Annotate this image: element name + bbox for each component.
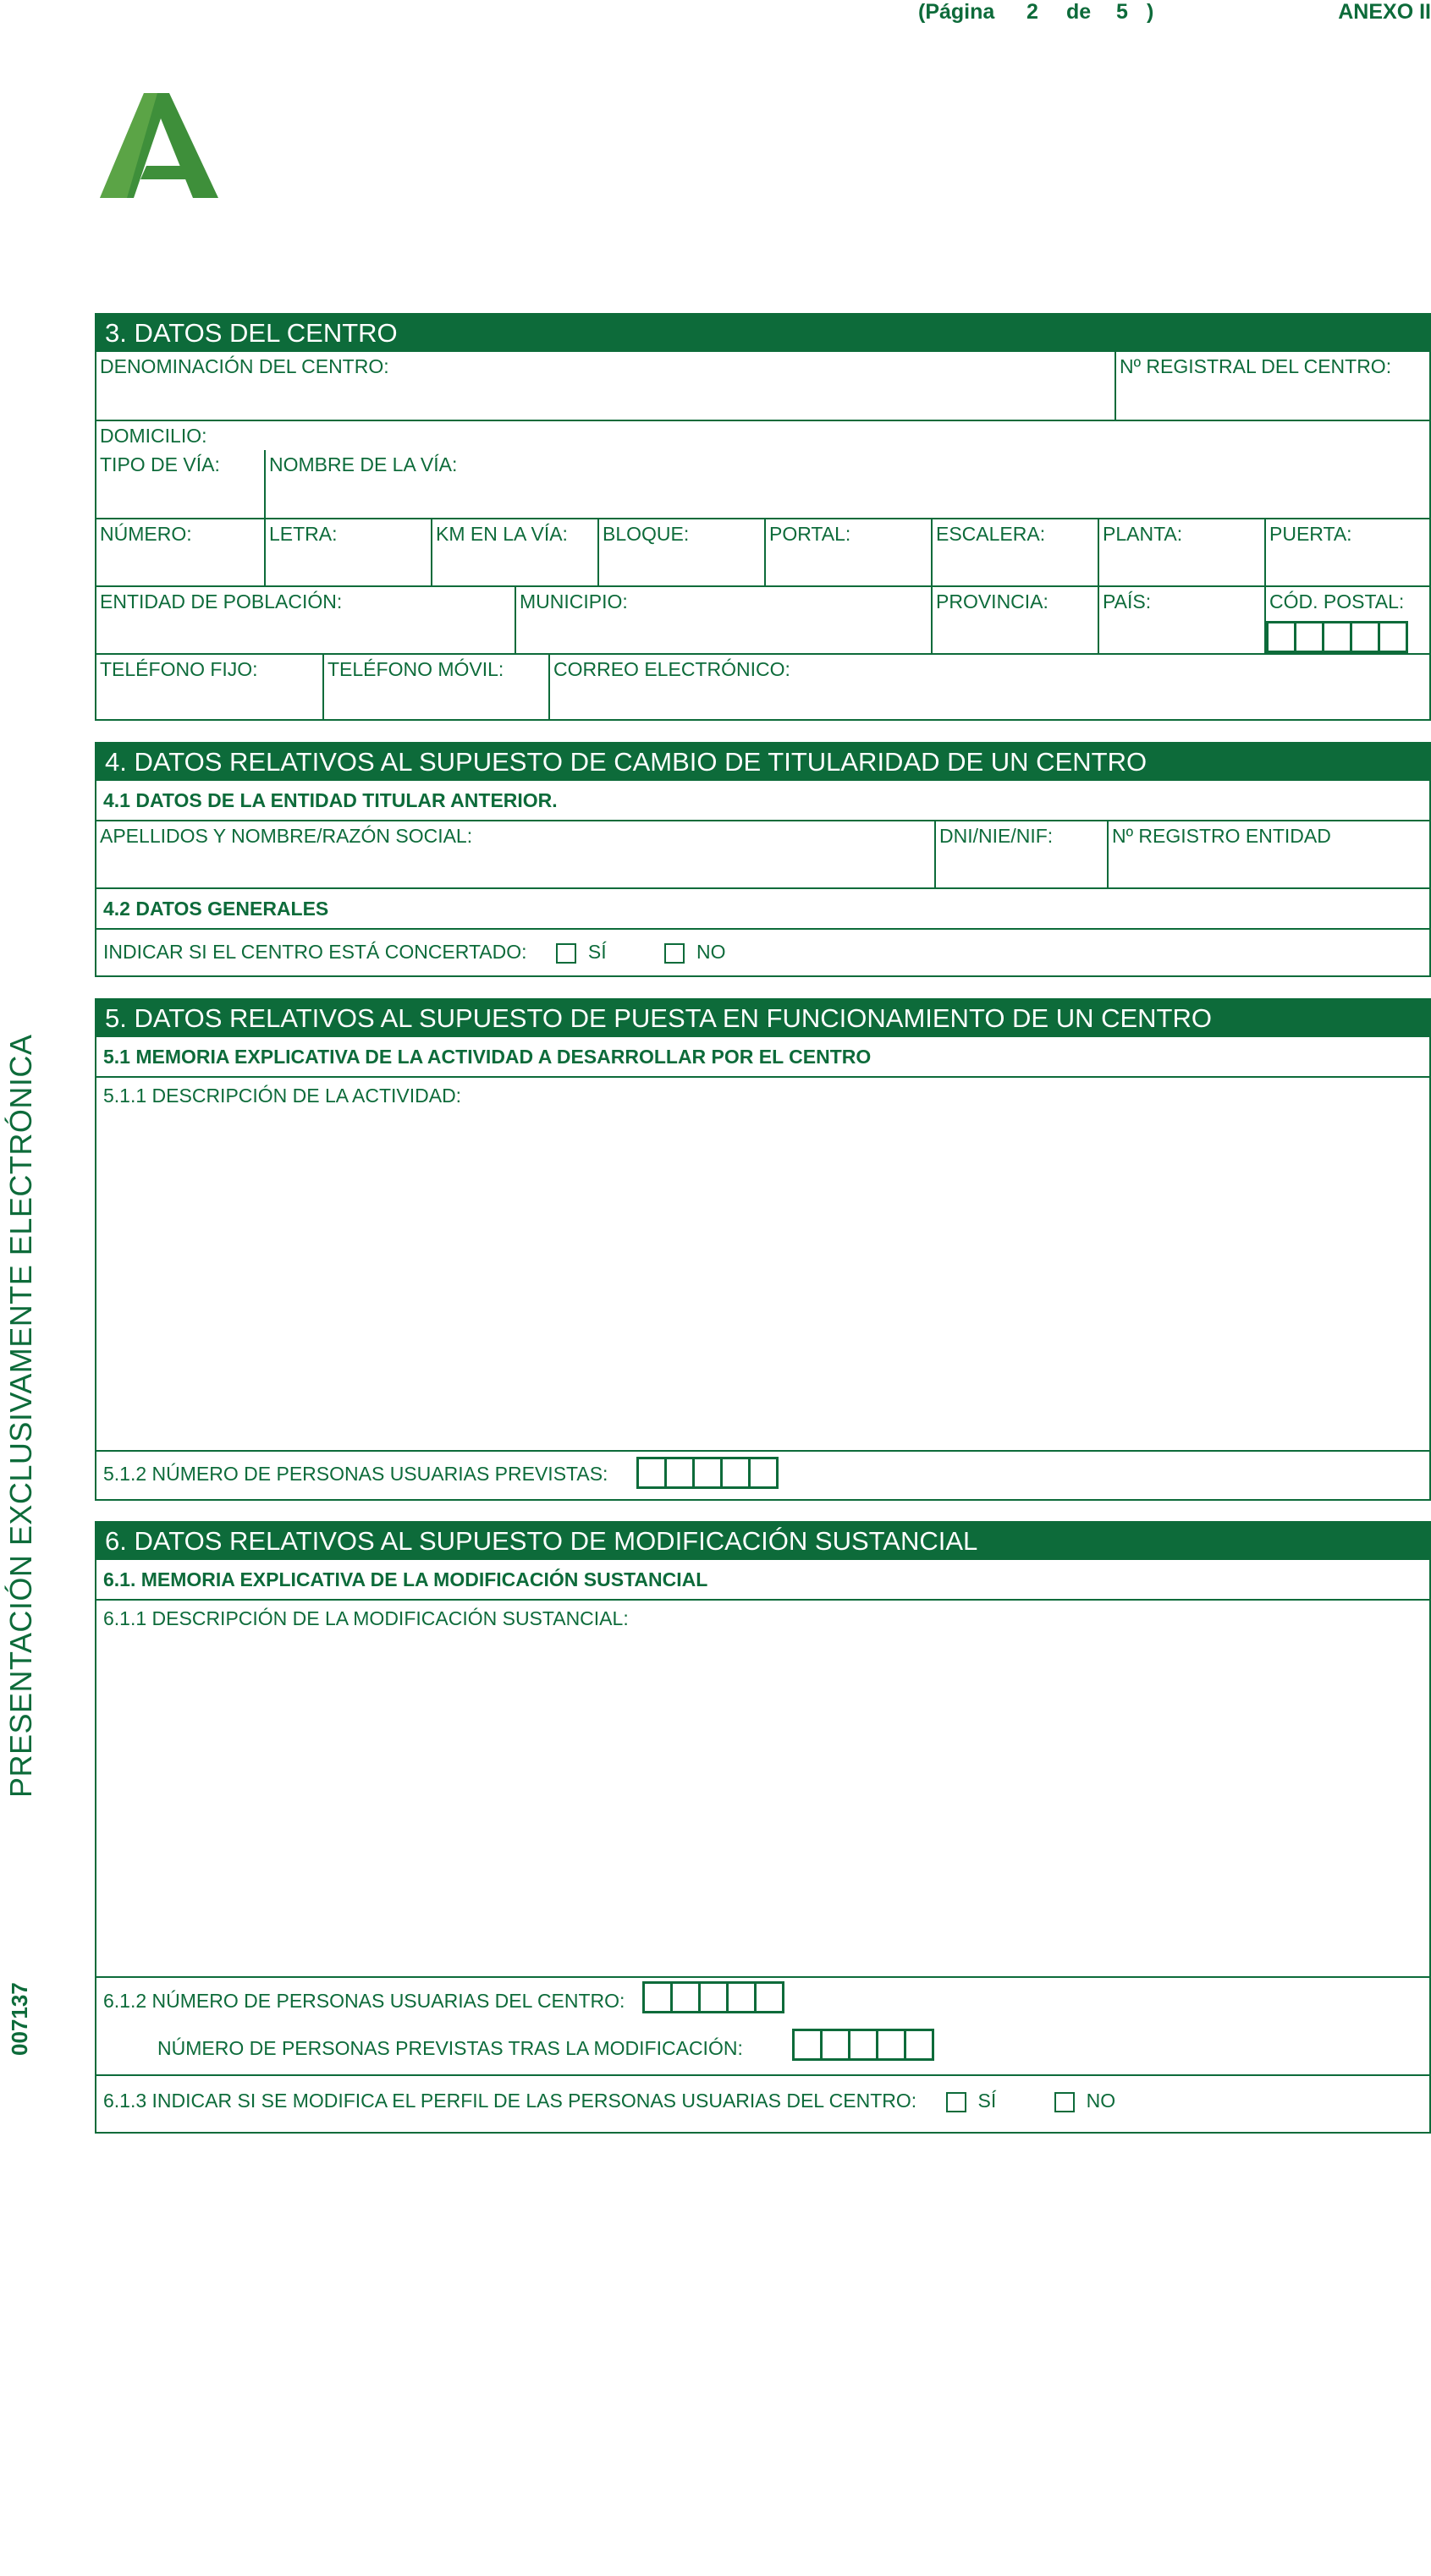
section-3-title: 3. DATOS DEL CENTRO — [96, 315, 1429, 352]
digit-box[interactable] — [670, 1981, 701, 2013]
numero-label: NÚMERO: — [100, 523, 192, 545]
concertado-label: INDICAR SI EL CENTRO ESTÁ CONCERTADO: — [103, 941, 527, 963]
page-current: 2 — [1026, 0, 1038, 24]
descripcion-actividad-field[interactable] — [96, 1076, 1429, 1450]
form-code: 007137 — [7, 1982, 32, 2056]
cod-postal-label: CÓD. POSTAL: — [1269, 590, 1405, 612]
escalera-field[interactable] — [931, 519, 1098, 585]
digit-box[interactable] — [1378, 621, 1408, 653]
registro-entidad-field[interactable] — [1107, 821, 1429, 887]
si-label: SÍ — [977, 2090, 997, 2112]
perfil-row — [96, 2074, 1429, 2128]
subsection-5-1: 5.1 MEMORIA EXPLICATIVA DE LA ACTIVIDAD A DESARROLLAR POR EL CENTRO — [103, 1046, 872, 1068]
perfil-si-checkbox[interactable] — [946, 2092, 966, 2112]
numero-field[interactable] — [96, 519, 264, 585]
tipo-via-label: TIPO DE VÍA: — [100, 453, 220, 475]
km-label: KM EN LA VÍA: — [436, 523, 568, 545]
entidad-field[interactable] — [96, 587, 515, 653]
digit-box[interactable] — [726, 1981, 757, 2013]
registral-field[interactable] — [1115, 352, 1429, 420]
portal-label: PORTAL: — [769, 523, 851, 545]
concertado-no-checkbox[interactable] — [664, 943, 685, 964]
section-4-title: 4. DATOS RELATIVOS AL SUPUESTO DE CAMBIO DE TITULARIDAD DE UN CENTRO — [96, 744, 1429, 781]
personas-centro-boxes[interactable] — [642, 1981, 784, 2013]
denominacion-label: DENOMINACIÓN DEL CENTRO: — [100, 355, 389, 377]
km-field[interactable] — [431, 519, 597, 585]
telefono-fijo-label: TELÉFONO FIJO: — [100, 658, 258, 680]
correo-label: CORREO ELECTRÓNICO: — [553, 658, 790, 680]
de-label: de — [1066, 0, 1092, 24]
row-domicilio — [96, 420, 1429, 518]
digit-box[interactable] — [904, 2029, 934, 2061]
digit-box[interactable] — [642, 1981, 673, 2013]
provincia-label: PROVINCIA: — [936, 590, 1048, 612]
nombre-via-label: NOMBRE DE LA VÍA: — [269, 453, 458, 475]
municipio-field[interactable] — [515, 587, 931, 653]
registro-entidad-label: Nº REGISTRO ENTIDAD — [1112, 825, 1331, 847]
digit-box[interactable] — [820, 2029, 850, 2061]
perfil-label: 6.1.3 INDICAR SI SE MODIFICA EL PERFIL DE LAS PERSONAS USUARIAS DEL CENTRO: — [103, 2090, 917, 2112]
perfil-no-checkbox[interactable] — [1054, 2092, 1075, 2112]
portal-field[interactable] — [764, 519, 931, 585]
municipio-label: MUNICIPIO: — [520, 590, 628, 612]
digit-box[interactable] — [1266, 621, 1296, 653]
digit-box[interactable] — [698, 1981, 729, 2013]
correo-field[interactable] — [548, 655, 1429, 719]
page-total: 5 — [1116, 0, 1128, 24]
concertado-si-checkbox[interactable] — [556, 943, 576, 964]
no-label: NO — [696, 941, 726, 963]
section-datos-centro — [95, 313, 1431, 721]
row-telefono — [96, 653, 1429, 719]
letra-label: LETRA: — [269, 523, 338, 545]
tipo-via-field[interactable] — [96, 450, 264, 518]
personas-tras-label: NÚMERO DE PERSONAS PREVISTAS TRAS LA MODIFICACIÓN: — [157, 2037, 743, 2059]
subsection-4-1: 4.1 DATOS DE LA ENTIDAD TITULAR ANTERIOR. — [103, 789, 558, 811]
pais-label: PAÍS: — [1103, 590, 1152, 612]
cod-postal-field — [1264, 587, 1429, 653]
no-label: NO — [1086, 2090, 1116, 2112]
personas-centro-label: 6.1.2 NÚMERO DE PERSONAS USUARIAS DEL CENTRO: — [103, 1990, 625, 2012]
puerta-label: PUERTA: — [1269, 523, 1352, 545]
personas-previstas-label: 5.1.2 NÚMERO DE PERSONAS USUARIAS PREVISTAS: — [103, 1463, 608, 1485]
cod-postal-boxes[interactable] — [1266, 621, 1408, 653]
section-5-title: 5. DATOS RELATIVOS AL SUPUESTO DE PUESTA EN FUNCIONAMIENTO DE UN CENTRO — [96, 1000, 1429, 1037]
digit-box[interactable] — [754, 1981, 784, 2013]
sidebar-vertical — [3, 1034, 38, 2576]
row-entidad — [96, 585, 1429, 653]
junta-andalucia-logo-icon — [100, 93, 218, 201]
puerta-field[interactable] — [1264, 519, 1429, 585]
row-denominacion — [96, 352, 1429, 420]
digit-box[interactable] — [636, 1457, 667, 1489]
digit-box[interactable] — [748, 1457, 779, 1489]
nombre-via-field[interactable] — [264, 450, 1429, 518]
digit-box[interactable] — [848, 2029, 878, 2061]
escalera-label: ESCALERA: — [936, 523, 1046, 545]
section-cambio-titularidad — [95, 742, 1431, 977]
apellidos-field[interactable] — [96, 821, 934, 887]
descripcion-modificacion-field[interactable] — [96, 1599, 1429, 1976]
digit-box[interactable] — [692, 1457, 723, 1489]
domicilio-label: DOMICILIO: — [100, 425, 207, 447]
digit-box[interactable] — [1350, 621, 1380, 653]
subsection-6-1: 6.1. MEMORIA EXPLICATIVA DE LA MODIFICACIÓN SUSTANCIAL — [103, 1568, 708, 1590]
planta-field[interactable] — [1098, 519, 1264, 585]
planta-label: PLANTA: — [1103, 523, 1183, 545]
row-numero — [96, 518, 1429, 585]
telefono-movil-label: TELÉFONO MÓVIL: — [327, 658, 504, 680]
pagina-close-label: ) — [1147, 0, 1154, 24]
descripcion-actividad-label: 5.1.1 DESCRIPCIÓN DE LA ACTIVIDAD: — [103, 1085, 462, 1107]
subsection-4-2: 4.2 DATOS GENERALES — [96, 887, 1429, 928]
digit-box[interactable] — [664, 1457, 695, 1489]
pais-field[interactable] — [1098, 587, 1264, 653]
personas-previstas-row — [96, 1450, 1429, 1497]
denominacion-field[interactable] — [96, 352, 1115, 420]
provincia-field[interactable] — [931, 587, 1098, 653]
anexo-label: ANEXO II — [1338, 0, 1431, 24]
digit-box[interactable] — [1294, 621, 1324, 653]
digit-box[interactable] — [876, 2029, 906, 2061]
telefono-fijo-field[interactable] — [96, 655, 322, 719]
dni-field[interactable] — [934, 821, 1107, 887]
section-6-title: 6. DATOS RELATIVOS AL SUPUESTO DE MODIFICACIÓN SUSTANCIAL — [96, 1523, 1429, 1560]
personas-tras-boxes[interactable] — [792, 2029, 934, 2061]
digit-box[interactable] — [1322, 621, 1352, 653]
bloque-field[interactable] — [597, 519, 764, 585]
apellidos-label: APELLIDOS Y NOMBRE/RAZÓN SOCIAL: — [100, 825, 473, 847]
entidad-label: ENTIDAD DE POBLACIÓN: — [100, 590, 343, 612]
descripcion-modificacion-label: 6.1.1 DESCRIPCIÓN DE LA MODIFICACIÓN SUSTANCIAL: — [103, 1607, 629, 1629]
concertado-row — [96, 928, 1429, 975]
digit-box[interactable] — [720, 1457, 751, 1489]
dni-label: DNI/NIE/NIF: — [939, 825, 1054, 847]
personas-modificacion-block — [96, 1976, 1429, 2074]
pagina-open-label: (Página — [918, 0, 995, 24]
registral-label: Nº REGISTRAL DEL CENTRO: — [1120, 355, 1392, 377]
bloque-label: BLOQUE: — [603, 523, 690, 545]
personas-previstas-boxes[interactable] — [636, 1457, 779, 1489]
section-modificacion-sustancial — [95, 1521, 1431, 2134]
letra-field[interactable] — [264, 519, 431, 585]
section-puesta-funcionamiento — [95, 998, 1431, 1501]
row-apellidos — [96, 820, 1429, 887]
si-label: SÍ — [587, 941, 607, 963]
digit-box[interactable] — [792, 2029, 823, 2061]
presentacion-electronica-label: PRESENTACIÓN EXCLUSIVAMENTE ELECTRÓNICA — [3, 1034, 38, 1798]
telefono-movil-field[interactable] — [322, 655, 548, 719]
